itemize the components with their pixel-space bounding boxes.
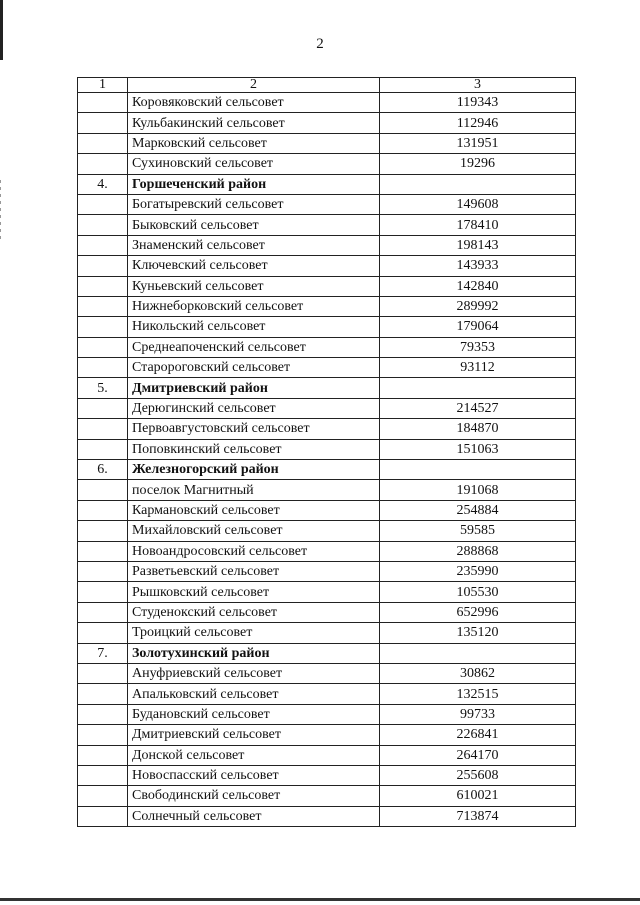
settlement-name-cell: Ключевский сельсовет [128,256,380,276]
settlement-name-cell: Марковский сельсовет [128,133,380,153]
row-number-cell: 7. [78,643,128,663]
amount-cell: 264170 [380,745,576,765]
settlement-name-cell: Никольский сельсовет [128,317,380,337]
amount-cell: 131951 [380,133,576,153]
settlement-name-cell: Дерюгинский сельсовет [128,398,380,418]
table-row [78,358,576,378]
district-name-cell: Дмитриевский район [128,378,380,398]
district-name-cell: Золотухинский район [128,643,380,663]
row-number-cell: 6. [78,460,128,480]
district-row [78,643,576,663]
table-row [78,337,576,357]
settlement-name-cell: Старороговский сельсовет [128,358,380,378]
amount-cell: 132515 [380,684,576,704]
amount-cell: 142840 [380,276,576,296]
amount-cell: 143933 [380,256,576,276]
amount-cell: 226841 [380,725,576,745]
amount-cell: 191068 [380,480,576,500]
allocation-table [77,77,576,827]
settlement-name-cell: Кармановский сельсовет [128,500,380,520]
row-number-cell [78,806,128,826]
settlement-name-cell: Новоспасский сельсовет [128,765,380,785]
settlement-name-cell: Михайловский сельсовет [128,521,380,541]
row-number-cell [78,663,128,683]
amount-cell: 198143 [380,235,576,255]
row-number-cell [78,93,128,113]
amount-cell: 79353 [380,337,576,357]
row-number-cell [78,725,128,745]
row-number-cell [78,480,128,500]
amount-cell [380,460,576,480]
amount-cell: 151063 [380,439,576,459]
table-row [78,439,576,459]
table-row [78,235,576,255]
settlement-name-cell: Быковский сельсовет [128,215,380,235]
settlement-name-cell: Коровяковский сельсовет [128,93,380,113]
row-number-cell [78,439,128,459]
settlement-name-cell: Апальковский сельсовет [128,684,380,704]
settlement-name-cell: Сухиновский сельсовет [128,154,380,174]
row-number-cell [78,398,128,418]
amount-cell [380,378,576,398]
amount-cell: 610021 [380,786,576,806]
header-cell-name: 2 [128,78,380,93]
settlement-name-cell: Ануфриевский сельсовет [128,663,380,683]
row-number-cell [78,235,128,255]
row-number-cell [78,276,128,296]
table-row [78,725,576,745]
table-row [78,521,576,541]
amount-cell: 178410 [380,215,576,235]
amount-cell: 214527 [380,398,576,418]
table-row [78,704,576,724]
amount-cell: 93112 [380,358,576,378]
table-row [78,113,576,133]
row-number-cell [78,194,128,214]
table-row [78,623,576,643]
table-row [78,684,576,704]
amount-cell: 112946 [380,113,576,133]
table-row [78,398,576,418]
row-number-cell [78,684,128,704]
amount-cell: 254884 [380,500,576,520]
header-cell-value: 3 [380,78,576,93]
table-row [78,786,576,806]
settlement-name-cell: Среднеапоченский сельсовет [128,337,380,357]
table-row [78,806,576,826]
header-cell-number: 1 [78,78,128,93]
row-number-cell [78,133,128,153]
settlement-name-cell: Будановский сельсовет [128,704,380,724]
table-row [78,133,576,153]
amount-cell [380,174,576,194]
settlement-name-cell: Кульбакинский сельсовет [128,113,380,133]
row-number-cell [78,358,128,378]
amount-cell: 119343 [380,93,576,113]
table-row [78,256,576,276]
amount-cell: 30862 [380,663,576,683]
district-name-cell: Горшеченский район [128,174,380,194]
table-row [78,419,576,439]
amount-cell: 235990 [380,561,576,581]
row-number-cell [78,337,128,357]
row-number-cell [78,154,128,174]
page-number: 2 [316,36,324,52]
table-row [78,194,576,214]
settlement-name-cell: поселок Магнитный [128,480,380,500]
table-row [78,541,576,561]
table-row [78,582,576,602]
row-number-cell [78,256,128,276]
amount-cell: 99733 [380,704,576,724]
row-number-cell: 4. [78,174,128,194]
table-row [78,215,576,235]
row-number-cell [78,745,128,765]
amount-cell: 179064 [380,317,576,337]
table-row [78,276,576,296]
row-number-cell [78,561,128,581]
amount-cell: 288868 [380,541,576,561]
settlement-name-cell: Разветьевский сельсовет [128,561,380,581]
scan-edge-dashes [0,180,1,240]
district-row [78,174,576,194]
row-number-cell [78,521,128,541]
amount-cell: 255608 [380,765,576,785]
settlement-name-cell: Куньевский сельсовет [128,276,380,296]
settlement-name-cell: Студенокский сельсовет [128,602,380,622]
row-number-cell [78,623,128,643]
row-number-cell: 5. [78,378,128,398]
settlement-name-cell: Поповкинский сельсовет [128,439,380,459]
table-row [78,561,576,581]
settlement-name-cell: Донской сельсовет [128,745,380,765]
amount-cell: 135120 [380,623,576,643]
table-row [78,602,576,622]
row-number-cell [78,786,128,806]
table-row [78,154,576,174]
table-row [78,296,576,316]
table-row [78,500,576,520]
settlement-name-cell: Богатыревский сельсовет [128,194,380,214]
row-number-cell [78,765,128,785]
settlement-name-cell: Знаменский сельсовет [128,235,380,255]
settlement-name-cell: Солнечный сельсовет [128,806,380,826]
row-number-cell [78,296,128,316]
row-number-cell [78,113,128,133]
table-row [78,663,576,683]
table-header-row [78,78,576,93]
amount-cell: 149608 [380,194,576,214]
row-number-cell [78,704,128,724]
row-number-cell [78,419,128,439]
table-row [78,317,576,337]
table-body [78,78,576,827]
amount-cell: 59585 [380,521,576,541]
row-number-cell [78,602,128,622]
table-row [78,480,576,500]
settlement-name-cell: Нижнеборковский сельсовет [128,296,380,316]
settlement-name-cell: Дмитриевский сельсовет [128,725,380,745]
district-row [78,378,576,398]
row-number-cell [78,582,128,602]
amount-cell: 105530 [380,582,576,602]
district-row [78,460,576,480]
amount-cell [380,643,576,663]
amount-cell: 652996 [380,602,576,622]
district-name-cell: Железногорский район [128,460,380,480]
table-row [78,745,576,765]
settlement-name-cell: Новоандросовский сельсовет [128,541,380,561]
settlement-name-cell: Свободинский сельсовет [128,786,380,806]
row-number-cell [78,215,128,235]
settlement-name-cell: Рышковский сельсовет [128,582,380,602]
table-row [78,93,576,113]
amount-cell: 19296 [380,154,576,174]
scan-bottom-edge [0,898,640,901]
settlement-name-cell: Первоавгустовский сельсовет [128,419,380,439]
amount-cell: 713874 [380,806,576,826]
row-number-cell [78,317,128,337]
row-number-cell [78,541,128,561]
table-row [78,765,576,785]
amount-cell: 289992 [380,296,576,316]
settlement-name-cell: Троицкий сельсовет [128,623,380,643]
amount-cell: 184870 [380,419,576,439]
row-number-cell [78,500,128,520]
